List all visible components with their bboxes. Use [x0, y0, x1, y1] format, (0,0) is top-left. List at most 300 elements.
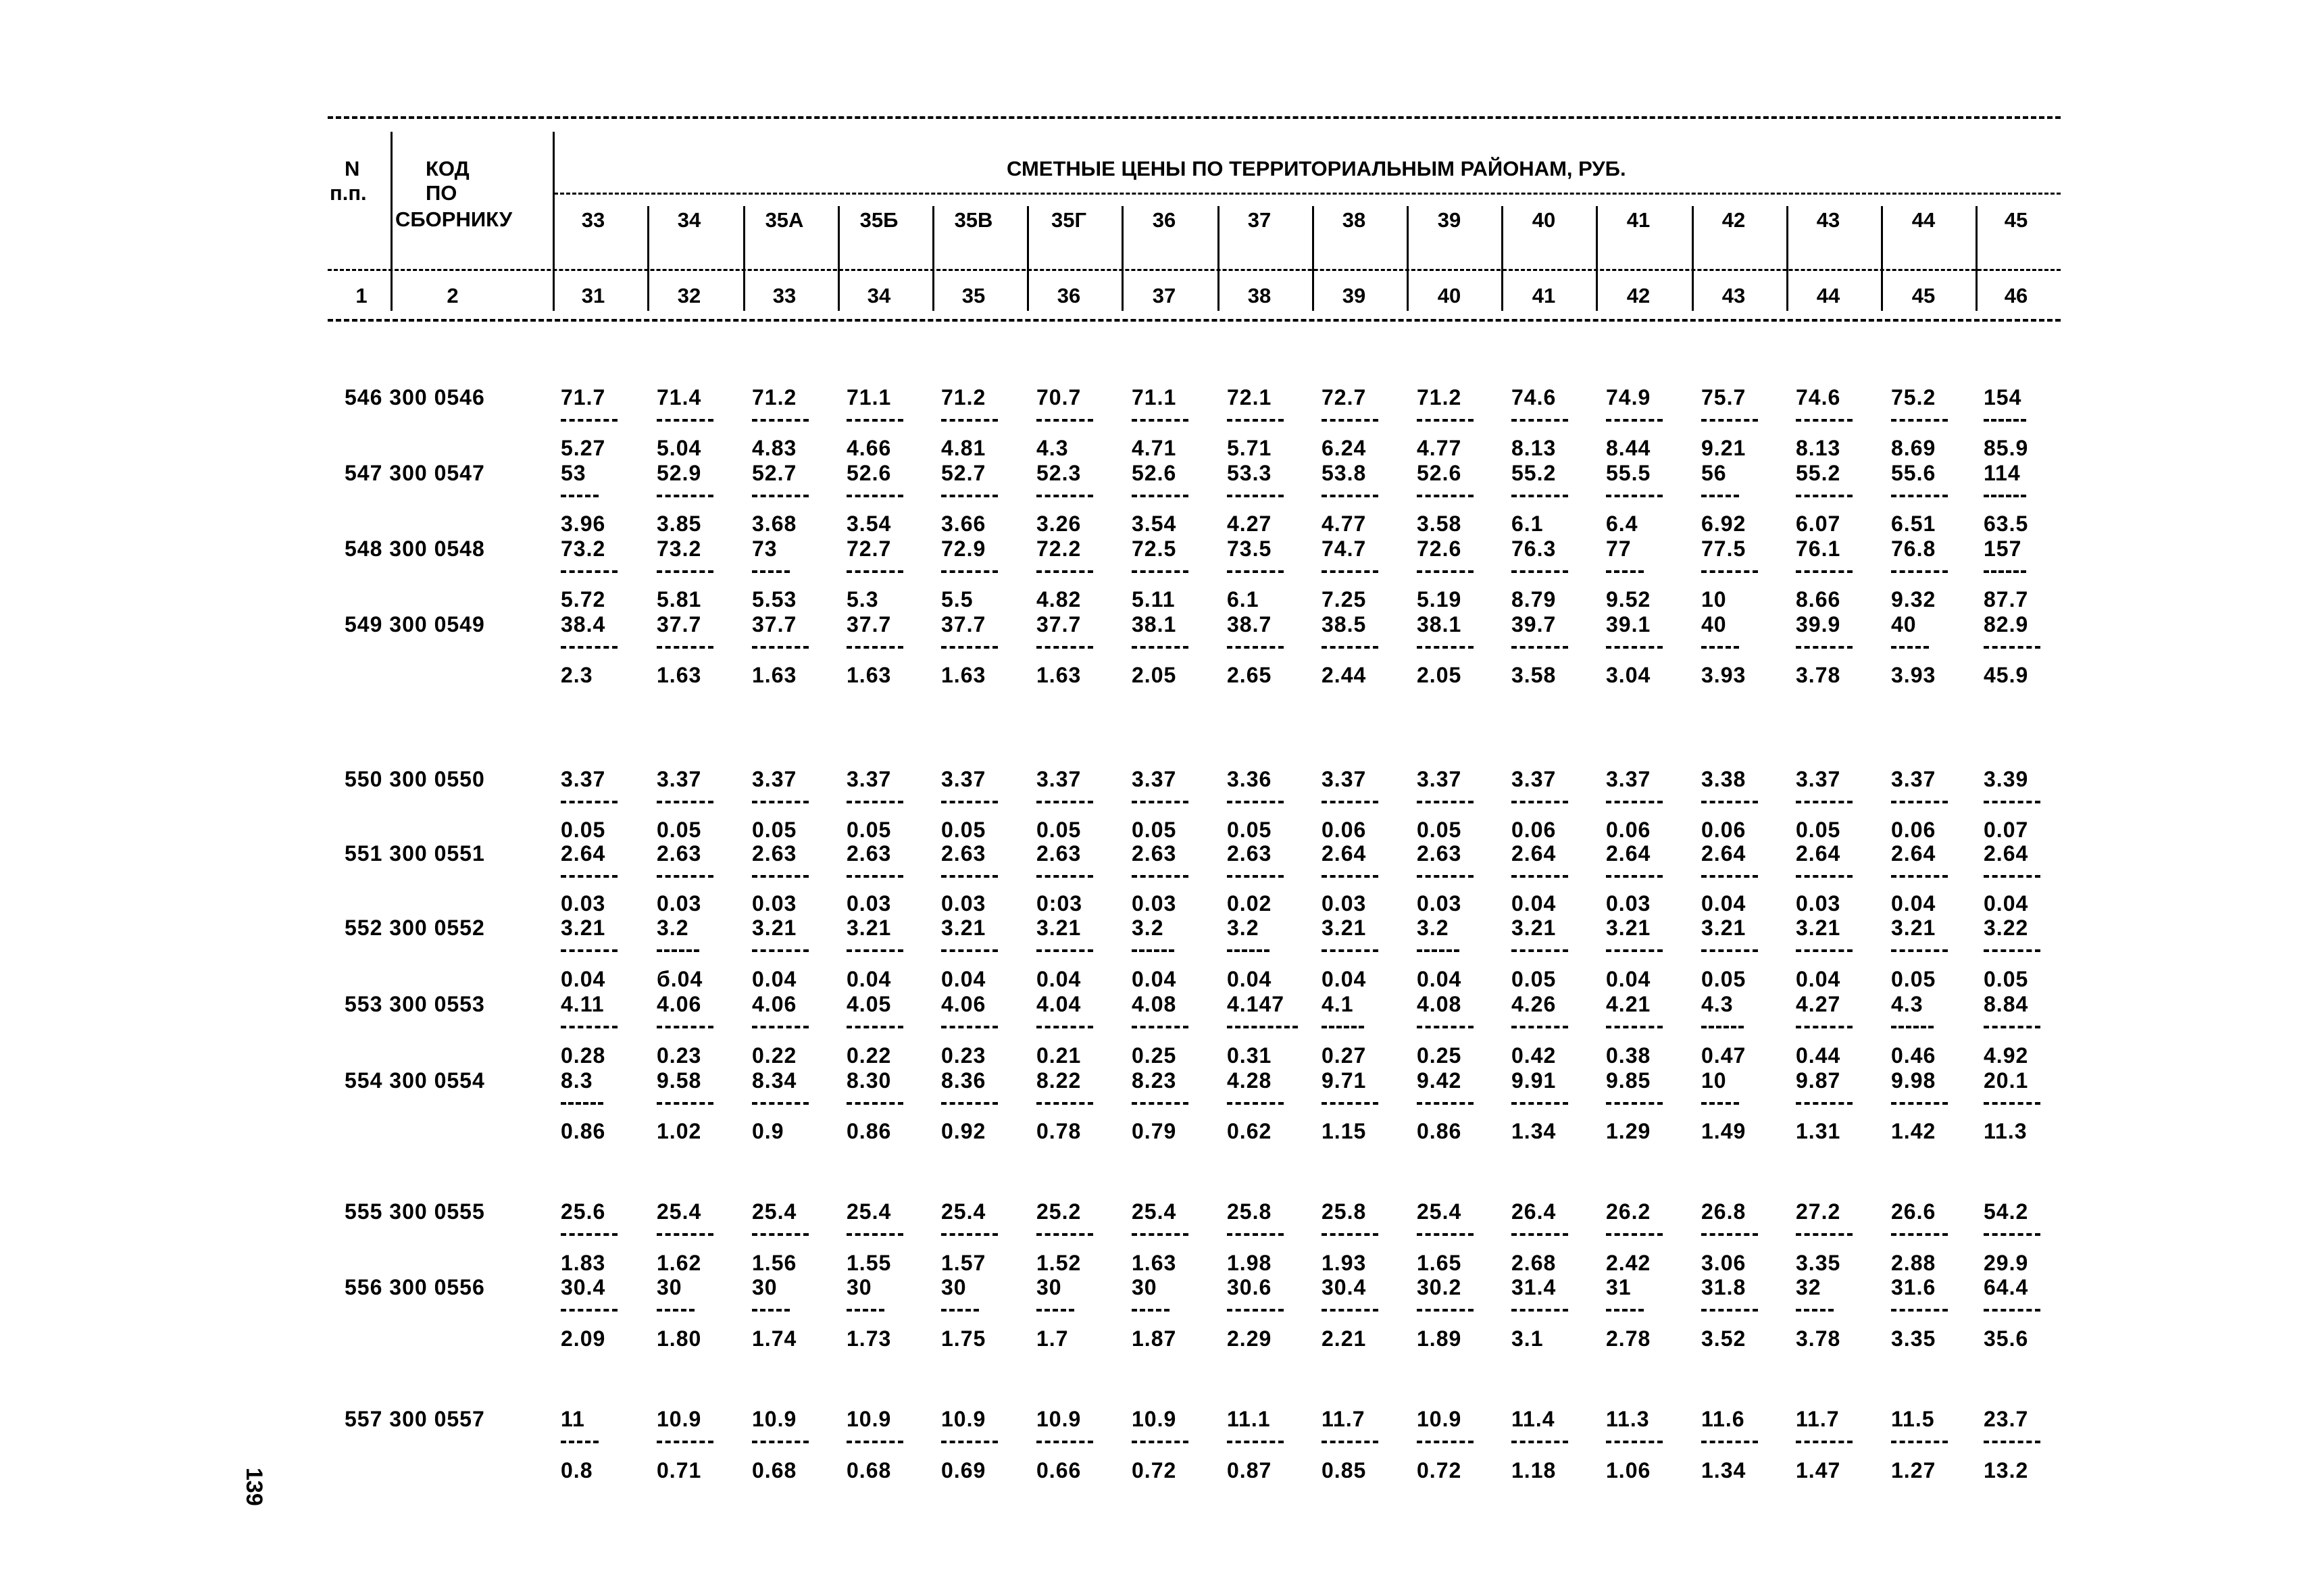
price-cell: 3.37 [1322, 767, 1367, 791]
region-header: 40 [1532, 208, 1556, 232]
price-cell: 2.21 [1322, 1326, 1367, 1351]
fraction-line [561, 495, 599, 497]
fraction-line [847, 801, 903, 803]
item-code: 555 300 0555 [345, 1199, 485, 1224]
fraction-line [1796, 1233, 1853, 1236]
price-cell: 6.4 [1606, 512, 1638, 536]
fraction-line [1891, 1441, 1948, 1443]
price-cell: 52.6 [1132, 461, 1177, 485]
fraction-line [657, 1441, 713, 1443]
fraction-line [1511, 419, 1568, 422]
price-cell: 73.2 [657, 537, 702, 561]
fraction-line [561, 801, 618, 803]
region-header: 41 [1626, 208, 1651, 232]
price-cell: 0.23 [657, 1043, 702, 1068]
fraction-line [1417, 801, 1474, 803]
price-cell: 8.84 [1984, 992, 2029, 1016]
fraction-line [1227, 1102, 1284, 1105]
price-cell: 77.5 [1701, 537, 1746, 561]
price-cell: 0.72 [1132, 1458, 1177, 1482]
price-cell: 4.21 [1606, 992, 1651, 1016]
fraction-line [1891, 801, 1948, 803]
fraction-line [1511, 570, 1568, 573]
price-cell: 0.03 [752, 891, 797, 916]
price-cell: 0.05 [1227, 818, 1272, 842]
fraction-line [1511, 1233, 1568, 1236]
price-cell: 1.83 [561, 1251, 606, 1275]
region-header: 44 [1911, 208, 1936, 232]
price-cell: 38.1 [1417, 612, 1462, 637]
fraction-line [657, 1026, 713, 1028]
region-header: 43 [1816, 208, 1840, 232]
price-cell: 1.06 [1606, 1458, 1651, 1482]
price-cell: 6.1 [1227, 587, 1259, 612]
price-cell: 0.06 [1322, 818, 1367, 842]
price-cell: 38.5 [1322, 612, 1367, 637]
price-cell: 55.6 [1891, 461, 1936, 485]
price-cell: 3.1 [1511, 1326, 1544, 1351]
header-bottom-rule [328, 319, 2061, 322]
price-cell: 56 [1701, 461, 1727, 485]
price-cell: 25.2 [1036, 1199, 1082, 1224]
fraction-line [1891, 1309, 1948, 1312]
fraction-line [1036, 419, 1093, 422]
price-cell: 3.35 [1796, 1251, 1841, 1275]
price-cell: 30 [847, 1275, 872, 1299]
column-divider [1786, 206, 1788, 311]
region-header: 35В [954, 208, 993, 232]
price-cell: 30 [1132, 1275, 1157, 1299]
header-top-rule [328, 116, 2061, 119]
price-cell: 3.21 [847, 916, 892, 940]
price-cell: 85.9 [1984, 436, 2029, 460]
column-number: 46 [2004, 284, 2028, 307]
price-cell: 74.6 [1511, 385, 1557, 409]
fraction-line [1036, 495, 1093, 497]
price-cell: 1.02 [657, 1119, 702, 1143]
fraction-line [847, 1102, 903, 1105]
price-cell: 39.1 [1606, 612, 1651, 637]
price-cell: 40 [1891, 612, 1917, 637]
price-cell: 30 [657, 1275, 682, 1299]
price-cell: 70.7 [1036, 385, 1082, 409]
fraction-line [657, 1233, 713, 1236]
price-cell: 8.23 [1132, 1068, 1177, 1093]
fraction-line [1036, 1233, 1093, 1236]
column-number: 42 [1626, 284, 1651, 307]
price-cell: 3.21 [1036, 916, 1082, 940]
price-cell: 2.64 [1796, 841, 1841, 866]
fraction-line [1984, 570, 2026, 573]
price-cell: 72.1 [1227, 385, 1272, 409]
column-number: 36 [1057, 284, 1081, 307]
price-cell: 1.74 [752, 1326, 797, 1351]
column-divider [1312, 206, 1314, 311]
price-cell: 6.07 [1796, 512, 1841, 536]
column-number: 40 [1437, 284, 1461, 307]
region-header: 39 [1437, 208, 1461, 232]
price-cell: 0.03 [561, 891, 606, 916]
fraction-line [847, 570, 903, 573]
fraction-line [1227, 1441, 1284, 1443]
price-cell: 71.2 [1417, 385, 1462, 409]
price-cell: 0.47 [1701, 1043, 1746, 1068]
fraction-line [1511, 1102, 1568, 1105]
price-cell: 52.9 [657, 461, 702, 485]
fraction-line [1417, 419, 1474, 422]
column-divider [1027, 206, 1029, 311]
fraction-line [1417, 875, 1474, 878]
fraction-line [657, 1102, 713, 1105]
item-code: 547 300 0547 [345, 461, 485, 485]
column-number: 41 [1532, 284, 1556, 307]
price-cell: 0.8 [561, 1458, 593, 1482]
price-cell: 6.24 [1322, 436, 1367, 460]
fraction-line [561, 419, 618, 422]
price-cell: 0.04 [941, 967, 986, 991]
price-cell: 76.1 [1796, 537, 1841, 561]
price-cell: 3.21 [1606, 916, 1651, 940]
price-cell: 3.37 [941, 767, 986, 791]
price-cell: 0.04 [1701, 891, 1746, 916]
price-cell: 11.6 [1701, 1407, 1745, 1431]
price-cell: 4.11 [561, 992, 605, 1016]
price-cell: 1.15 [1322, 1119, 1367, 1143]
price-cell: 3.37 [1417, 767, 1462, 791]
fraction-line [1701, 419, 1758, 422]
price-cell: 73.5 [1227, 537, 1272, 561]
price-cell: 1.55 [847, 1251, 892, 1275]
fraction-line [1796, 1026, 1853, 1028]
fraction-line [941, 646, 998, 649]
region-header: 35Г [1051, 208, 1087, 232]
region-header: 45 [2004, 208, 2028, 232]
price-cell: 31.6 [1891, 1275, 1936, 1299]
price-cell: 2.63 [847, 841, 892, 866]
header-sub-rule [554, 193, 2061, 195]
column-divider [932, 206, 934, 311]
price-cell: 3.37 [1891, 767, 1936, 791]
price-cell: 5.71 [1227, 436, 1272, 460]
price-cell: 35.6 [1984, 1326, 2029, 1351]
price-cell: 45.9 [1984, 663, 2029, 687]
price-cell: 3.93 [1701, 663, 1746, 687]
price-cell: 1.63 [1132, 1251, 1177, 1275]
price-cell: 13.2 [1984, 1458, 2029, 1482]
fraction-line [1417, 1026, 1474, 1028]
price-cell: 9.87 [1796, 1068, 1841, 1093]
fraction-line [847, 1309, 884, 1312]
price-cell: 10.9 [941, 1407, 986, 1431]
fraction-line [561, 1026, 618, 1028]
fraction-line [1227, 949, 1269, 952]
price-cell: 71.7 [561, 385, 606, 409]
column-number: 38 [1247, 284, 1272, 307]
price-cell: 2.64 [561, 841, 606, 866]
fraction-line [1322, 419, 1378, 422]
fraction-line [1227, 875, 1284, 878]
price-cell: 25.8 [1322, 1199, 1367, 1224]
price-cell: 0.27 [1322, 1043, 1367, 1068]
fraction-line [1132, 875, 1188, 878]
price-cell: 3.37 [1606, 767, 1651, 791]
fraction-line [941, 801, 998, 803]
column-divider [838, 206, 840, 311]
price-cell: 0.21 [1036, 1043, 1082, 1068]
fraction-line [1984, 1441, 2040, 1443]
fraction-line [1606, 495, 1663, 497]
fraction-line [1511, 495, 1568, 497]
price-cell: 0.04 [1227, 967, 1272, 991]
column-number: 35 [961, 284, 986, 307]
price-cell: 2.68 [1511, 1251, 1557, 1275]
price-cell: 2.44 [1322, 663, 1367, 687]
price-cell: 5.19 [1417, 587, 1462, 612]
fraction-line [1036, 570, 1093, 573]
fraction-line [1036, 1102, 1093, 1105]
fraction-line [1796, 1309, 1834, 1312]
price-cell: 2.63 [1132, 841, 1177, 866]
column-number: 32 [677, 284, 701, 307]
price-cell: 0.05 [1796, 818, 1841, 842]
column-divider [1217, 206, 1219, 311]
price-cell: 3.52 [1701, 1326, 1746, 1351]
fraction-line [1511, 875, 1568, 878]
price-cell: 5.81 [657, 587, 702, 612]
price-cell: 1.75 [941, 1326, 986, 1351]
header-mid-rule [328, 269, 2061, 271]
page-number: 139 [241, 1468, 267, 1506]
price-cell: 76.8 [1891, 537, 1936, 561]
fraction-line [1606, 1309, 1644, 1312]
price-cell: 0.25 [1417, 1043, 1462, 1068]
fraction-line [1701, 646, 1739, 649]
price-cell: 11.4 [1511, 1407, 1555, 1431]
price-cell: 1.57 [941, 1251, 986, 1275]
price-cell: 30.4 [561, 1275, 606, 1299]
price-cell: 87.7 [1984, 587, 2029, 612]
price-cell: 3.37 [1511, 767, 1557, 791]
fraction-line [1036, 949, 1093, 952]
price-cell: 74.7 [1322, 537, 1367, 561]
price-cell: 3.04 [1606, 663, 1651, 687]
price-cell: 4.77 [1417, 436, 1462, 460]
price-cell: 0.05 [1701, 967, 1746, 991]
price-cell: 10.9 [847, 1407, 892, 1431]
price-cell: 0.28 [561, 1043, 606, 1068]
price-cell: 3.21 [1796, 916, 1841, 940]
price-cell: 25.4 [1132, 1199, 1177, 1224]
item-code: 557 300 0557 [345, 1407, 485, 1431]
price-cell: 3.37 [1796, 767, 1841, 791]
price-cell: 154 [1984, 385, 2022, 409]
price-cell: 73 [752, 537, 778, 561]
price-cell: 8.69 [1891, 436, 1936, 460]
price-cell: 0:03 [1036, 891, 1083, 916]
fraction-line [1606, 1233, 1663, 1236]
price-cell: 20.1 [1984, 1068, 2029, 1093]
price-cell: 30.6 [1227, 1275, 1272, 1299]
fraction-line [1796, 419, 1853, 422]
price-cell: 10.9 [1417, 1407, 1462, 1431]
price-cell: 0.25 [1132, 1043, 1177, 1068]
fraction-line [1891, 949, 1948, 952]
fraction-line [1606, 646, 1663, 649]
price-cell: 8.13 [1796, 436, 1841, 460]
price-cell: 2.88 [1891, 1251, 1936, 1275]
price-cell: 1.62 [657, 1251, 702, 1275]
price-cell: 0.62 [1227, 1119, 1272, 1143]
price-cell: 1.31 [1796, 1119, 1841, 1143]
price-cell: 3.66 [941, 512, 986, 536]
price-cell: 0.05 [752, 818, 797, 842]
price-cell: 53.8 [1322, 461, 1367, 485]
price-cell: 10.9 [1132, 1407, 1177, 1431]
fraction-line [847, 875, 903, 878]
fraction-line [752, 801, 809, 803]
column-divider [553, 132, 555, 311]
price-cell: 3.2 [1417, 916, 1449, 940]
price-cell: 1.93 [1322, 1251, 1367, 1275]
fraction-line [1891, 875, 1948, 878]
fraction-line [1984, 1309, 2040, 1312]
fraction-line [941, 495, 998, 497]
price-cell: 1.52 [1036, 1251, 1082, 1275]
price-cell: 0.04 [847, 967, 892, 991]
price-cell: 0.9 [752, 1119, 784, 1143]
fraction-line [1701, 1233, 1758, 1236]
price-cell: 2.64 [1891, 841, 1936, 866]
price-cell: 0.68 [847, 1458, 892, 1482]
price-cell: 9.52 [1606, 587, 1651, 612]
fraction-line [1322, 646, 1378, 649]
price-cell: 4.77 [1322, 512, 1367, 536]
price-cell: 52.7 [941, 461, 986, 485]
item-code: 552 300 0552 [345, 916, 485, 940]
fraction-line [1891, 1102, 1948, 1105]
fraction-line [657, 1309, 695, 1312]
code-header-label-3: СБОРНИКУ [395, 207, 513, 231]
table-title: СМЕТНЫЕ ЦЕНЫ ПО ТЕРРИТОРИАЛЬНЫМ РАЙОНАМ, РУБ. [1007, 157, 1626, 180]
price-cell: 0.92 [941, 1119, 986, 1143]
price-cell: 3.37 [752, 767, 797, 791]
price-cell: 9.98 [1891, 1068, 1936, 1093]
price-cell: 2.64 [1322, 841, 1367, 866]
price-cell: 114 [1984, 461, 2021, 485]
column-divider [743, 206, 745, 311]
price-cell: 1.47 [1796, 1458, 1841, 1482]
item-code: 556 300 0556 [345, 1275, 485, 1299]
price-cell: 1.87 [1132, 1326, 1177, 1351]
fraction-line [1796, 801, 1853, 803]
price-cell: 64.4 [1984, 1275, 2029, 1299]
code-header-label-2: ПО [426, 181, 457, 205]
price-cell: 3.36 [1227, 767, 1272, 791]
price-cell: 1.27 [1891, 1458, 1936, 1482]
price-cell: 5.53 [752, 587, 797, 612]
price-cell: 3.21 [1701, 916, 1746, 940]
price-cell: 37.7 [657, 612, 702, 637]
price-cell: 3.2 [1227, 916, 1259, 940]
fraction-line [1036, 1309, 1074, 1312]
price-cell: 4.06 [657, 992, 702, 1016]
fraction-line [657, 570, 713, 573]
fraction-line [1511, 949, 1568, 952]
fraction-line [1417, 949, 1459, 952]
price-cell: 2.05 [1417, 663, 1462, 687]
column-divider [1881, 206, 1883, 311]
fraction-line [1984, 1102, 2040, 1105]
price-cell: 4.05 [847, 992, 892, 1016]
column-divider [391, 132, 393, 311]
price-cell: 26.8 [1701, 1199, 1746, 1224]
price-cell: 71.2 [941, 385, 986, 409]
region-header: 36 [1152, 208, 1176, 232]
fraction-line [1227, 495, 1284, 497]
price-cell: 3.58 [1417, 512, 1462, 536]
fraction-line [1511, 1026, 1568, 1028]
price-cell: 1.18 [1511, 1458, 1557, 1482]
price-cell: 8.66 [1796, 587, 1841, 612]
price-cell: 2.63 [1227, 841, 1272, 866]
price-cell: 82.9 [1984, 612, 2029, 637]
price-cell: 0.03 [1322, 891, 1367, 916]
price-cell: 0.68 [752, 1458, 797, 1482]
price-cell: 0.03 [657, 891, 702, 916]
price-cell: 10.9 [657, 1407, 702, 1431]
fraction-line [941, 1441, 998, 1443]
price-cell: 2.09 [561, 1326, 606, 1351]
price-cell: 0.03 [1606, 891, 1651, 916]
price-cell: 2.63 [941, 841, 986, 866]
price-cell: 3.37 [1132, 767, 1177, 791]
region-header: 37 [1247, 208, 1272, 232]
price-cell: 2.64 [1984, 841, 2029, 866]
price-cell: 0.04 [1417, 967, 1462, 991]
price-cell: 30.4 [1322, 1275, 1367, 1299]
fraction-line [1984, 801, 2040, 803]
fraction-line [1701, 495, 1739, 497]
fraction-line [561, 1309, 618, 1312]
price-cell: 31.8 [1701, 1275, 1746, 1299]
price-cell: 25.4 [847, 1199, 892, 1224]
price-cell: 2.64 [1606, 841, 1651, 866]
price-cell: 0.38 [1606, 1043, 1651, 1068]
price-cell: 3.38 [1701, 767, 1746, 791]
price-cell: 3.26 [1036, 512, 1082, 536]
fraction-line [752, 646, 809, 649]
price-cell: 25.4 [1417, 1199, 1462, 1224]
price-cell: 0.05 [1984, 967, 2029, 991]
fraction-line [1891, 570, 1948, 573]
fraction-line [1227, 646, 1284, 649]
price-cell: 71.2 [752, 385, 797, 409]
price-cell: 0.22 [847, 1043, 892, 1068]
item-code: 548 300 0548 [345, 537, 485, 561]
price-cell: 52.3 [1036, 461, 1082, 485]
price-cell: 9.85 [1606, 1068, 1651, 1093]
fraction-line [1417, 1233, 1474, 1236]
price-cell: 26.2 [1606, 1199, 1651, 1224]
price-cell: 9.91 [1511, 1068, 1557, 1093]
price-cell: 37.7 [847, 612, 892, 637]
price-cell: 0.06 [1701, 818, 1746, 842]
price-cell: 8.44 [1606, 436, 1651, 460]
fraction-line [1132, 1102, 1188, 1105]
price-cell: 9.42 [1417, 1068, 1462, 1093]
fraction-line [752, 949, 809, 952]
fraction-line [1511, 1441, 1568, 1443]
